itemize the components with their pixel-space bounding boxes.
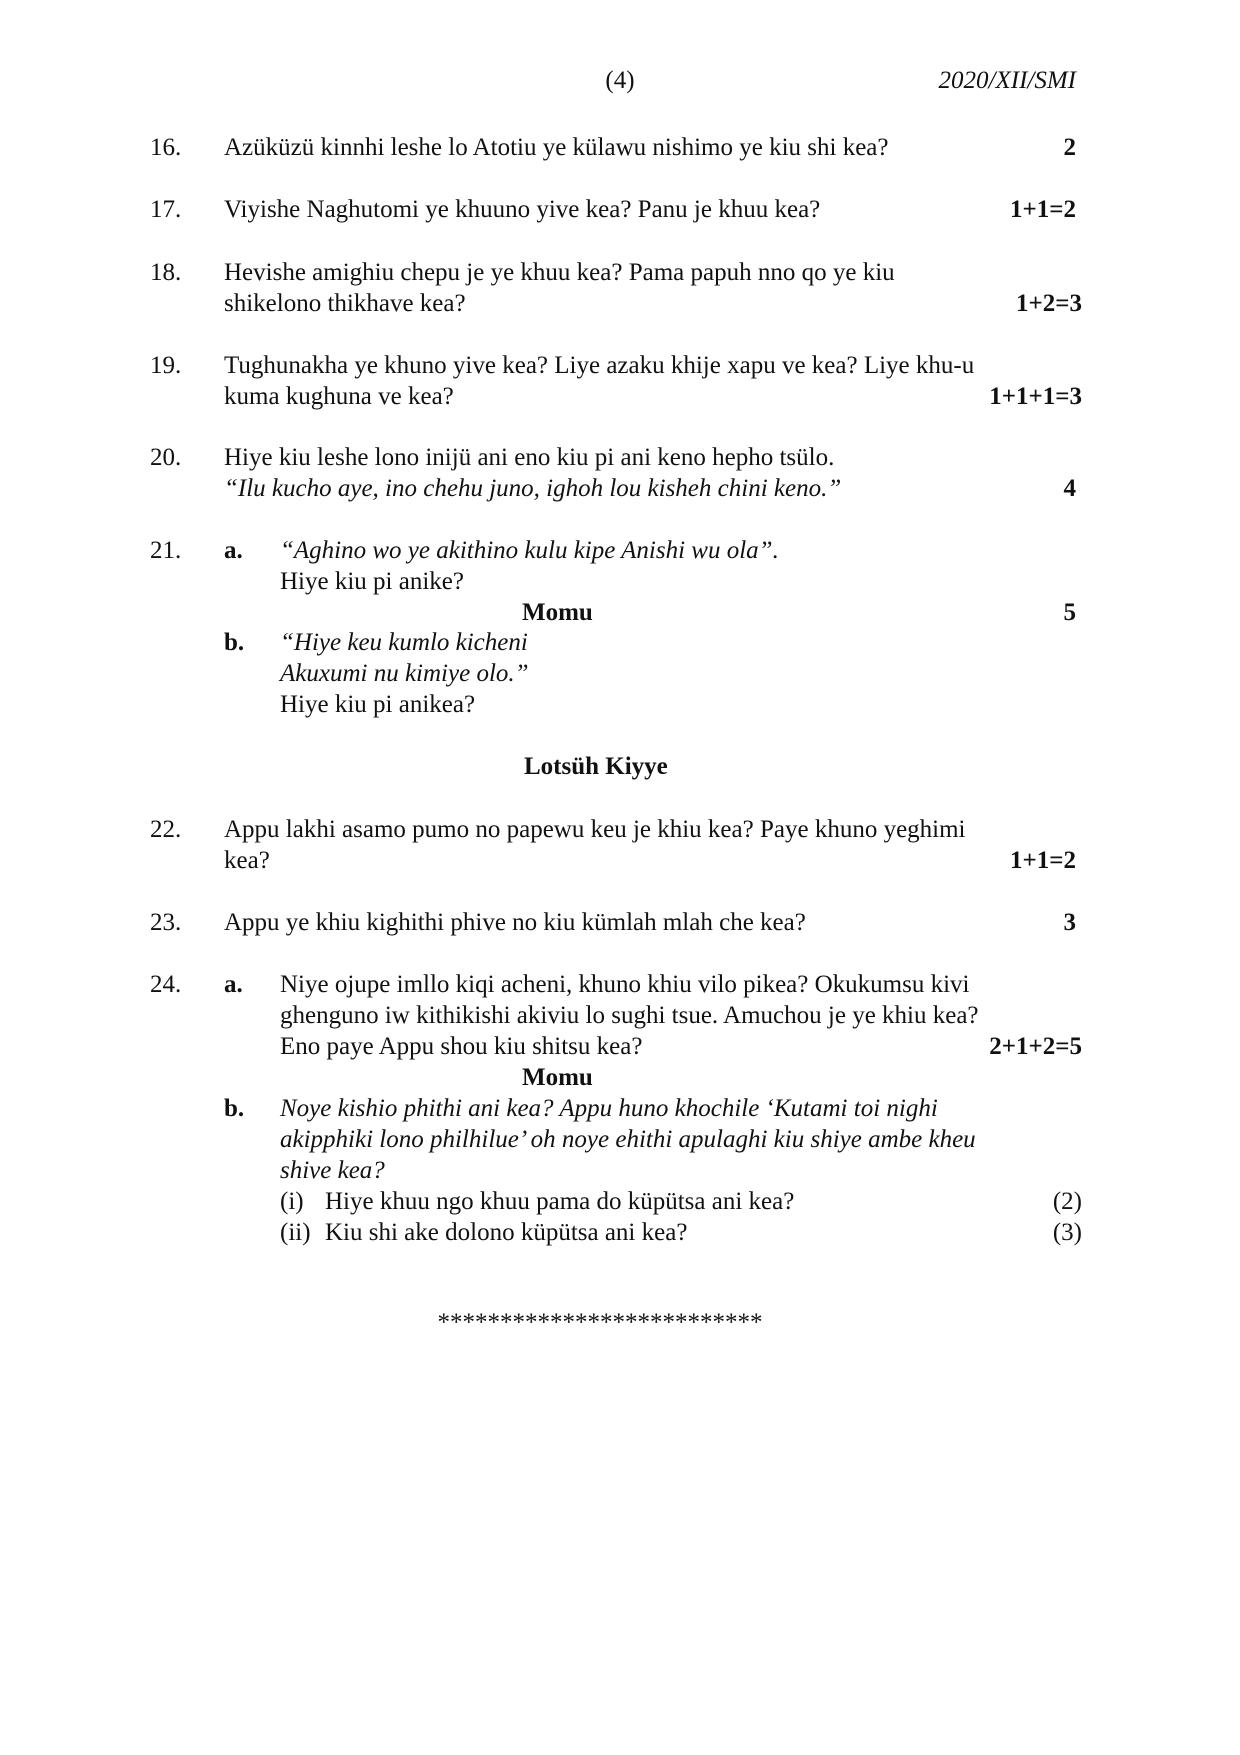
marks: 1+2=3 (1016, 290, 1082, 317)
marks: 2 (1063, 134, 1076, 161)
question-number: 17. (150, 196, 182, 223)
question-text: Viyishe Naghutomi ye khuuno yive kea? Panu je khuu kea? (224, 196, 821, 223)
end-of-paper-stars: ************************** (437, 1309, 763, 1336)
or-separator: Momu (522, 1064, 593, 1091)
sub-question-marks: (2) (1052, 1188, 1082, 1215)
quoted-text: “Ilu kucho aye, ino chehu juno, ighoh lou kisheh chini keno.” (224, 475, 842, 502)
marks: 4 (1063, 475, 1076, 502)
question-text: Azüküzü kinnhi leshe lo Atotiu ye külawu nishimo ye kiu shi kea? (224, 134, 889, 161)
question-text: Eno paye Appu shou kiu shitsu kea? (280, 1033, 643, 1060)
question-text: kea? (224, 847, 270, 874)
sub-question-marks: (3) (1052, 1219, 1082, 1246)
marks: 5 (1063, 599, 1076, 626)
sub-question-text: Hiye khuu ngo khuu pama do küpütsa ani kea? (325, 1188, 795, 1215)
question-text: Appu ye khiu kighithi phive no kiu kümlah mlah che kea? (224, 909, 806, 936)
question-number: 21. (150, 537, 182, 564)
question-text: shikelono thikhave kea? (224, 290, 466, 317)
question-text: akipphiki lono philhilue’ oh noye ehithi apulaghi kiu shiye ambe kheu (280, 1126, 976, 1153)
question-text: Niye ojupe imllo kiqi acheni, khuno khiu vilo pikea? Okukumsu kivi (280, 971, 970, 998)
option-label: b. (224, 629, 245, 656)
quoted-text: Akuxumi nu kimiye olo.” (280, 660, 529, 687)
question-text: Hiye kiu pi anike? (280, 568, 464, 595)
marks: 1+1=2 (1010, 196, 1076, 223)
sub-question-label: (i) (280, 1188, 304, 1215)
question-text: Hevishe amighiu chepu je ye khuu kea? Pama papuh nno qo ye kiu (224, 259, 895, 286)
marks: 1+1=2 (1010, 847, 1076, 874)
option-label: a. (224, 537, 243, 564)
quoted-text: “Hiye keu kumlo kicheni (280, 629, 528, 656)
question-text: ghenguno iw kithikishi akiviu lo sughi tsue. Amuchou je ye khiu kea? (280, 1002, 979, 1029)
question-number: 24. (150, 971, 182, 998)
or-separator: Momu (522, 599, 593, 626)
question-text: Tughunakha ye khuno yive kea? Liye azaku khije xapu ve kea? Liye khu-u (224, 352, 975, 379)
question-number: 22. (150, 816, 182, 843)
question-text: kuma kughuna ve kea? (224, 383, 454, 410)
question-text: Appu lakhi asamo pumo no papewu keu je khiu kea? Paye khuno yeghimi (224, 816, 966, 843)
question-text: Hiye kiu pi anikea? (280, 691, 476, 718)
question-text: Hiye kiu leshe lono inijü ani eno kiu pi ani keno hepho tsülo. (224, 444, 835, 471)
sub-question-text: Kiu shi ake dolono küpütsa ani kea? (325, 1219, 688, 1246)
question-number: 20. (150, 444, 182, 471)
marks: 3 (1063, 909, 1076, 936)
question-number: 18. (150, 259, 182, 286)
marks: 2+1+2=5 (989, 1033, 1082, 1060)
question-text: Noye kishio phithi ani kea? Appu huno khochile ‘Kutami toi nighi (280, 1095, 938, 1122)
question-number: 23. (150, 909, 182, 936)
marks: 1+1+1=3 (989, 383, 1082, 410)
option-label: a. (224, 971, 243, 998)
option-label: b. (224, 1095, 245, 1122)
section-title: Lotsüh Kiyye (524, 753, 668, 780)
sub-question-label: (ii) (280, 1219, 311, 1246)
question-text: shive kea? (280, 1157, 385, 1184)
quoted-text: “Aghino wo ye akithino kulu kipe Anishi wu ola”. (280, 537, 779, 564)
question-number: 19. (150, 352, 182, 379)
paper-code: 2020/XII/SMI (938, 67, 1076, 94)
page-number: (4) (605, 67, 635, 94)
question-number: 16. (150, 134, 182, 161)
